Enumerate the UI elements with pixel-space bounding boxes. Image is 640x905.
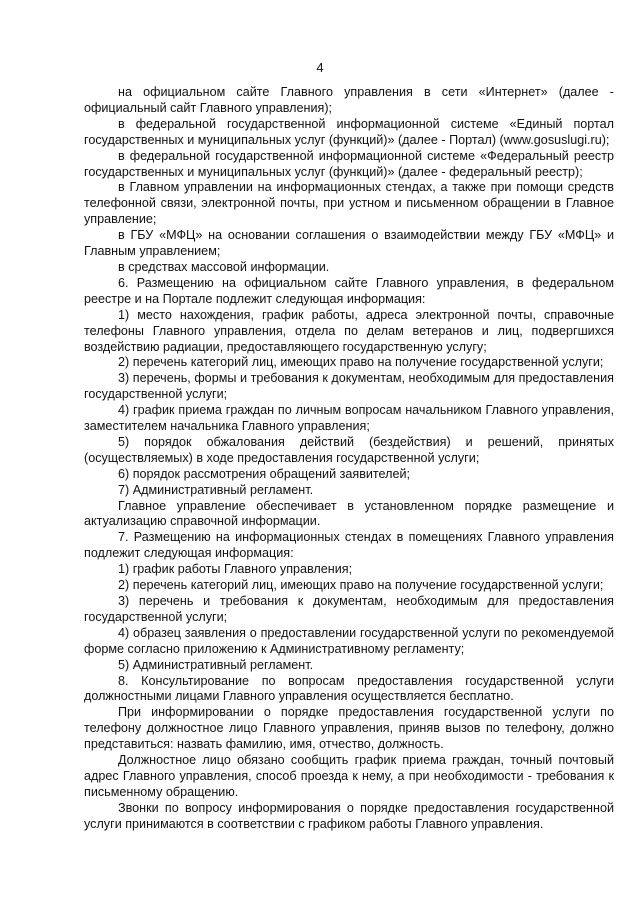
list-item: 3) перечень, формы и требования к документам, необходимым для предоставления государственной услуги; — [84, 371, 614, 402]
list-item: 5) Административный регламент. — [118, 657, 314, 672]
section-heading-paragraph: 8. Консультирование по вопросам предоставления государственной услуги должностными лицами Главного управления осуществляется бесплатно. — [84, 673, 614, 704]
list-item: 4) график приема граждан по личным вопросам начальником Главного управления, заместителем начальника Главного управления; — [84, 403, 614, 434]
list-item: 7) Административный регламент. — [118, 482, 314, 497]
list-item: 2) перечень категорий лиц, имеющих право на получение государственной услуги; — [118, 578, 604, 593]
list-item: 1) график работы Главного управления; — [118, 562, 353, 577]
section-heading-paragraph: 6. Размещению на официальном сайте Главного управления, в федеральном реестре и на Портале подлежит следующая информация: — [84, 275, 614, 306]
list-item: 2) перечень категорий лиц, имеющих право на получение государственной услуги; — [118, 355, 604, 370]
paragraph: в федеральной государственной информационной системе «Федеральный реестр государственных и муниципальных услуг (функций)» (далее - федеральный реестр); — [84, 148, 614, 179]
paragraph: Должностное лицо обязано сообщить график приема граждан, точный почтовый адрес Главного управления, способ проезда к нему, а при необходимости - требования к письменному обращению. — [84, 753, 614, 799]
paragraph: на официальном сайте Главного управления в сети «Интернет» (далее - официальный сайт Главного управления); — [84, 85, 614, 115]
list-item: 1) место нахождения, график работы, адреса электронной почты, справочные телефоны Главного управления, отдела по делам ветеранов и лиц, подвергшихся воздействию радиации, предоставляющего государственную услугу; — [84, 307, 614, 354]
list-item: 4) образец заявления о предоставлении государственной услуги по рекомендуемой форме согласно приложению к Административному регламенту; — [84, 625, 614, 656]
list-item: 6) порядок рассмотрения обращений заявителей; — [118, 466, 411, 481]
page-number: 4 — [316, 60, 324, 75]
section-heading-paragraph: 7. Размещению на информационных стендах в помещениях Главного управления подлежит следующая информация: — [84, 530, 614, 561]
paragraph: в федеральной государственной информационной системе «Единый портал государственных и муниципальных услуг (функций)» (далее - Портал) (www.gosuslugi.ru); — [84, 116, 614, 147]
paragraph: в Главном управлении на информационных стендах, а также при помощи средств телефонной связи, электронной почты, при устном и письменном обращении в Главное управление; — [84, 180, 614, 227]
paragraph: в средствах массовой информации. — [118, 259, 330, 274]
paragraph: в ГБУ «МФЦ» на основании соглашения о взаимодействии между ГБУ «МФЦ» и Главным управлением; — [84, 228, 614, 259]
paragraph: Главное управление обеспечивает в установленном порядке размещение и актуализацию справочной информации. — [84, 498, 614, 529]
document-body — [84, 85, 614, 833]
paragraph: При информировании о порядке предоставления государственной услуги по телефону должностное лицо Главного управления, приняв вызов по телефону, должно представиться: назвать фамилию, имя, отчество, должность. — [84, 705, 614, 752]
paragraph: Звонки по вопросу информирования о порядке предоставления государственной услуги принимаются в соответствии с графиком работы Главного управления. — [84, 800, 614, 831]
list-item: 5) порядок обжалования действий (бездействия) и решений, принятых (осуществляемых) в ходе предоставления государственной услуги; — [84, 434, 614, 465]
list-item: 3) перечень и требования к документам, необходимым для предоставления государственной услуги; — [84, 594, 614, 624]
